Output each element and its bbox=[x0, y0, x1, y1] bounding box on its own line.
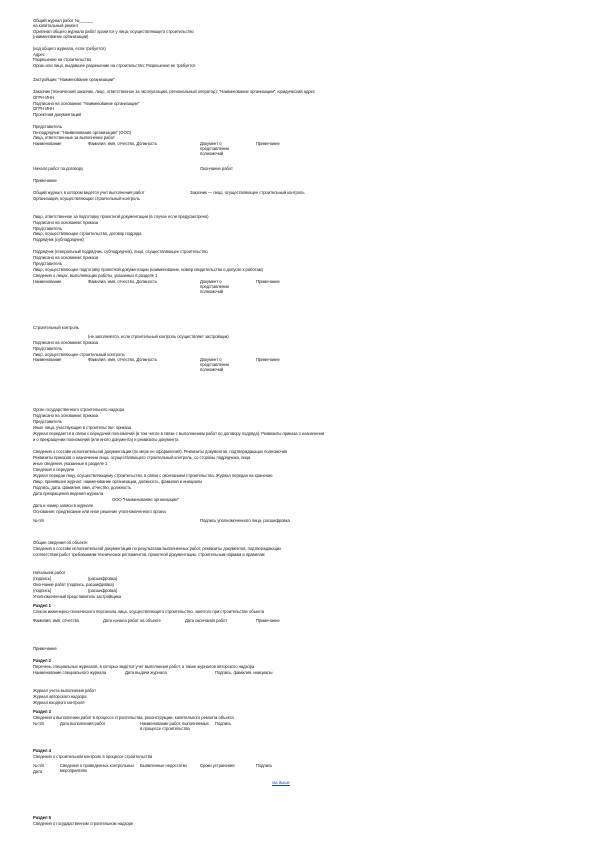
section-1-title: Раздел 1 bbox=[33, 603, 51, 608]
supervision-representative: Представитель bbox=[33, 419, 62, 424]
table2-header-document: Документ о представлении полномочий bbox=[200, 279, 229, 294]
table-header-note: Примечание bbox=[256, 141, 280, 146]
object-docs-2: соответствие работ требованиям технических регламентов, проектной документации, строительным нормам и правилам bbox=[33, 552, 265, 557]
representative: Представитель bbox=[33, 124, 62, 129]
section3-col-date: Дата выполнения работ bbox=[60, 721, 106, 726]
record-basis: Основание: предписание или иное решение уполномоченного органа bbox=[33, 509, 166, 514]
permit-label: Разрешение на строительство bbox=[33, 57, 92, 62]
supervision-basis: Подписано на основании: приказа bbox=[33, 413, 99, 418]
design-basis: Подписано на основании: приказа bbox=[33, 220, 99, 225]
section-5-title: Раздел 5 bbox=[33, 815, 51, 820]
section4-col-deadline: Сроки устранения bbox=[200, 763, 235, 768]
customer-ids-2: ОГРН ИНН bbox=[33, 106, 55, 111]
section4-col-events: Сведения о проведенных контрольных мероприятиях bbox=[60, 763, 135, 773]
row-number-label: № п/п bbox=[33, 518, 45, 523]
table-header-document: Документ о представлении полномочий bbox=[200, 141, 229, 156]
section4-col-date: Дата bbox=[33, 769, 43, 774]
control-person: Лицо, осуществляющее строительный контроль bbox=[33, 352, 125, 357]
section-2-title: Раздел 2 bbox=[33, 658, 51, 663]
subcontractor: Подрядчик (субподрядчик) bbox=[33, 237, 84, 242]
table2-header-person: Фамилия, имя, отчество, Должность bbox=[88, 279, 157, 284]
work-end: Окончание работ bbox=[200, 166, 233, 171]
journal-transfer-2: и о прекращении полномочий (или иного документа) и реквизиты документа bbox=[33, 437, 179, 442]
developer-representative: Уполномоченный представитель застройщика bbox=[33, 594, 122, 599]
contractor-block: Подрядчик (генеральный подрядчик, субподрядчик), лицо, осуществляющее строительство bbox=[33, 249, 208, 254]
section3-col-signature: Подпись bbox=[215, 721, 232, 726]
section-5-desc: Сведения о государственном строительном надзоре bbox=[33, 821, 134, 826]
state-supervision: Орган государственного строительного надзора bbox=[33, 407, 125, 412]
table-header-name: Наименование bbox=[33, 141, 62, 146]
section2-col-date: Дата выдачи журнала bbox=[125, 670, 167, 675]
section4-reference-link[interactable]: см. выше bbox=[272, 780, 290, 785]
org-name: ООО "Наименование организации" bbox=[112, 497, 179, 502]
control-basis: Подписано на основании: приказа bbox=[33, 340, 99, 345]
section-3-title: Раздел 3 bbox=[33, 709, 51, 714]
responsible-persons: Лица, ответственные за выполнение работ bbox=[33, 135, 115, 140]
object-info: Общие сведения об объекте bbox=[33, 540, 88, 545]
design-preparer: Лицо, осуществляющее подготовку проектной документации (наименование, номер свидетельства о допуске к работам) bbox=[33, 267, 263, 272]
signature-label-2: (подпись) bbox=[33, 588, 52, 593]
journal-note: Оригинал общего журнала работ хранится у лица, осуществляющего строительство bbox=[33, 29, 194, 34]
customer-ids: ОГРН ИНН bbox=[33, 95, 55, 100]
section4-col-signature: Подпись bbox=[256, 763, 273, 768]
record-date: Дата и номер записи в журнале bbox=[33, 503, 94, 508]
other-persons: Иные лица, участвующие в строительстве: приказа bbox=[33, 425, 131, 430]
contractor-basis: Подписано на основании: приказа bbox=[33, 255, 99, 260]
signature-label-1: (подпись) bbox=[33, 576, 52, 581]
control-org: Организация, осуществляющая строительный контроль bbox=[33, 196, 140, 201]
design-representative: Представитель bbox=[33, 226, 62, 231]
builder-contract: Лицо, осуществляющее строительство, договор подряда bbox=[33, 231, 142, 236]
permit-issuer: Орган или лицо, выдавшее разрешение на строительство: Разрешение не требуется bbox=[33, 63, 196, 68]
section4-col-defects: Выявленные недостатки bbox=[140, 763, 187, 768]
section3-col-works: Наименование работ, выполняемых в процессе строительства bbox=[140, 721, 209, 731]
work-end-signature: Окончание работ (подпись, расшифровка) bbox=[33, 582, 114, 587]
table2-header-note: Примечание bbox=[256, 279, 280, 284]
section-4-desc: Сведения о строительном контроле в процессе строительства bbox=[33, 754, 153, 759]
journal-input: Журнал входного контроля bbox=[33, 700, 85, 705]
design-responsible: Лицо, ответственное за подготовку проектной документации (в случае если предусмотрено) bbox=[33, 214, 209, 219]
journal-org: (наименование организации) bbox=[33, 34, 89, 39]
journal-code: (код общего журнала, если требуется) bbox=[33, 46, 106, 51]
journal-transfer: Журнал передается в связи с передачей полномочий (в том числе в связи с выполнением работ по договору подряда). Реквизиты приказа о назначении bbox=[33, 431, 325, 436]
section1-persons: Сведения о лицах, выполняющих работы, указанных в разделе 1 bbox=[33, 273, 158, 278]
section-1-desc: Список инженерно-технического персонала лица, осуществляющего строительство, занятого при строительстве объекта bbox=[33, 609, 265, 614]
customer-control: Заказчик — лицо, осуществляющее строительный контроль bbox=[190, 190, 305, 195]
table3-header-document: Документ о представлении полномочий bbox=[200, 357, 229, 372]
section1-col-name: Фамилия, имя, отчество bbox=[33, 618, 80, 623]
journal-title: Общий журнал работ №______ bbox=[33, 18, 93, 23]
table3-header-person: Фамилия, имя, отчество, Должность bbox=[88, 357, 157, 362]
construction-control-note: (не заполняется, если строительный контроль осуществляет застройщик) bbox=[88, 334, 229, 339]
end-date: Дата прекращения ведения журнала bbox=[33, 491, 103, 496]
section1-col-end: Дата окончания работ bbox=[185, 618, 228, 623]
general-contractor: Генподрядчик: "Наименование организации" (ООО) bbox=[33, 130, 132, 135]
transfer-info: Сведения о передаче bbox=[33, 467, 75, 472]
developer: Застройщик: "Наименование организации" bbox=[33, 77, 115, 82]
table-header-person: Фамилия, имя, отчество, Должность bbox=[88, 141, 157, 146]
section2-col-journal: Наименование специального журнала bbox=[33, 670, 107, 675]
exec-other: иные сведения, указанные в разделе 1 bbox=[33, 461, 108, 466]
customer-basis: Подписано на основании: "Наименование организации" bbox=[33, 101, 140, 106]
note-label: Примечание bbox=[33, 178, 57, 183]
work-start: Начало работ по договору bbox=[33, 166, 84, 171]
section4-col-number: № п/п bbox=[33, 763, 45, 768]
section1-note: Примечание bbox=[33, 646, 57, 651]
exec-orders: Реквизиты приказов о назначении лица, осуществляющего строительный контроль, со стороны подрядчика, лица bbox=[33, 455, 251, 460]
construction-control: Строительный контроль bbox=[33, 325, 80, 330]
journal-author: Журнал авторского надзора bbox=[33, 694, 87, 699]
section-3-desc: Сведения о выполнении работ в процессе строительства, реконструкции, капитального ремонта объекта bbox=[33, 715, 234, 720]
object-docs: Сведения о составе исполнительной документации по результатам выполненных работ, реквизиты документов, подтверждающих bbox=[33, 546, 282, 551]
section-2-desc: Перечень специальных журналов, в которых ведется учет выполнения работ, а также журналов авторского надзора bbox=[33, 664, 255, 669]
section1-col-note: Примечание bbox=[256, 618, 280, 623]
control-representative: Представитель bbox=[33, 346, 62, 351]
contractor-representative: Представитель bbox=[33, 261, 62, 266]
project-docs: Проектная документация bbox=[33, 112, 82, 117]
authorized-signature: Подпись уполномоченного лица, расшифровка bbox=[200, 518, 290, 523]
address-label: Адрес bbox=[33, 52, 45, 57]
transcript-label-1: (расшифровка) bbox=[88, 576, 118, 581]
transcript-label-2: (расшифровка) bbox=[88, 588, 118, 593]
table2-header-name: Наименование bbox=[33, 279, 62, 284]
section3-col-number: № п/п bbox=[33, 721, 45, 726]
section-4-title: Раздел 4 bbox=[33, 748, 51, 753]
journal-work: Журнал учета выполнения работ bbox=[33, 688, 96, 693]
receiver-signature: Подпись, дата, фамилия, имя, отчество, должность bbox=[33, 485, 132, 490]
section2-col-signature: Подпись, фамилия, инициалы bbox=[215, 670, 273, 675]
exec-docs: Сведения о составе исполнительной документации (по мере ее оформления). Реквизиты документов, подтверждающих полномочия bbox=[33, 449, 288, 454]
work-chief: Начальник работ bbox=[33, 570, 66, 575]
transfer-detail: Журнал передан лицу, осуществляющему строительство, в связи с окончанием строительства. Журнал передан на хранение bbox=[33, 473, 273, 478]
receiver: Лицо, принявшее журнал: наименование организации, должность, фамилия и инициалы bbox=[33, 479, 203, 484]
table3-header-name: Наименование bbox=[33, 357, 62, 362]
journal-subtitle: на капитальный ремонт bbox=[33, 23, 79, 28]
journal-work-record: Общий журнал, в котором ведется учет выполнения работ bbox=[33, 190, 145, 195]
customer: Заказчик (технический заказчик, лицо, ответственное за эксплуатацию, региональный оператор): "Наименование организации", юридический адрес bbox=[33, 89, 315, 94]
section1-col-start: Дата начала работ на объекте bbox=[103, 618, 161, 623]
table3-header-note: Примечание bbox=[256, 357, 280, 362]
